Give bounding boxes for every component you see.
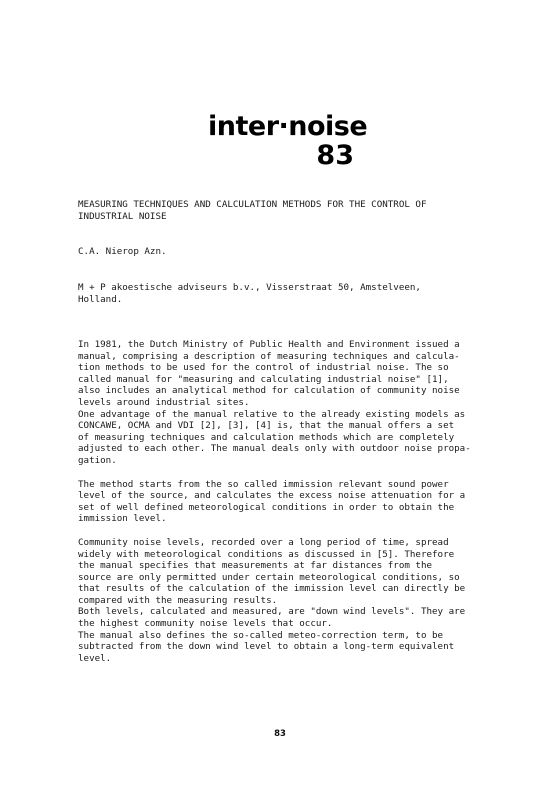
text-line: In 1981, the Dutch Ministry of Public Health and Environment issued a	[78, 339, 460, 350]
text-line: called manual for "measuring and calculating industrial noise" [1],	[78, 373, 449, 385]
text-line: widely with meteorological conditions as discussed in [5]. Therefore	[78, 548, 455, 560]
text-line: gation.	[78, 454, 117, 466]
text-line: One advantage of the manual relative to the already existing models as	[78, 408, 466, 420]
author-affiliation	[78, 282, 496, 305]
text-line: level of the source, and calculates the excess noise attenuation for a	[78, 490, 466, 502]
title-line: MEASURING TECHNIQUES AND CALCULATION METHODS FOR THE CONTROL OF	[78, 199, 427, 210]
text-line: of measuring techniques and calculation methods which are completely	[78, 431, 455, 443]
text-line: subtracted from the down wind level to obtain a long-term equivalent	[78, 641, 455, 653]
text-line: the highest community noise levels that occur.	[78, 618, 333, 630]
text-line: compared with the measuring results.	[78, 594, 278, 606]
text-line: Both levels, calculated and measured, are "down wind levels". They are	[78, 606, 466, 618]
body-text	[78, 339, 496, 676]
text-line: set of well defined meteorological conditions in order to obtain the	[78, 501, 455, 513]
text-line: tion methods to be used for the control of industrial noise. The so	[78, 362, 449, 374]
conference-logo	[208, 111, 368, 174]
page-number: 83	[274, 729, 286, 739]
text-line: that results of the calculation of the immission level can directly be	[78, 583, 466, 595]
text-line: levels around industrial sites.	[78, 396, 250, 408]
text-line: The manual also defines the so-called meteo-correction term, to be	[78, 629, 444, 641]
text-line: also includes an analytical method for calculation of community noise	[78, 385, 460, 397]
affiliation-line: Holland.	[78, 293, 123, 305]
affiliation-line: M + P akoestische adviseurs b.v., Visserstraat 50, Amstelveen,	[78, 282, 421, 293]
paragraph	[78, 479, 496, 525]
text-line: immission level.	[78, 513, 167, 525]
logo-year: 83	[316, 140, 354, 171]
text-line: adjusted to each other. The manual deals only with outdoor noise propa-	[78, 443, 471, 455]
text-line: The method starts from the so called immission relevant sound power	[78, 478, 449, 490]
paper-author	[78, 246, 496, 258]
author-name: C.A. Nierop Azn.	[78, 246, 167, 257]
logo-text: inter·noise	[208, 111, 368, 142]
text-line: the manual specifies that measurements at far distances from the	[78, 560, 433, 572]
text-line: CONCAWE, OCMA and VDI [2], [3], [4] is, that the manual offers a set	[78, 420, 455, 432]
title-line: INDUSTRIAL NOISE	[78, 210, 167, 222]
text-line: level.	[78, 652, 112, 664]
text-line: manual, comprising a description of measuring techniques and calcula-	[78, 350, 460, 362]
paragraph	[78, 339, 496, 467]
text-line: Community noise levels, recorded over a long period of time, spread	[78, 536, 449, 548]
paragraph	[78, 537, 496, 665]
paper-title	[78, 199, 496, 222]
text-line: source are only permitted under certain meteorological conditions, so	[78, 571, 460, 583]
